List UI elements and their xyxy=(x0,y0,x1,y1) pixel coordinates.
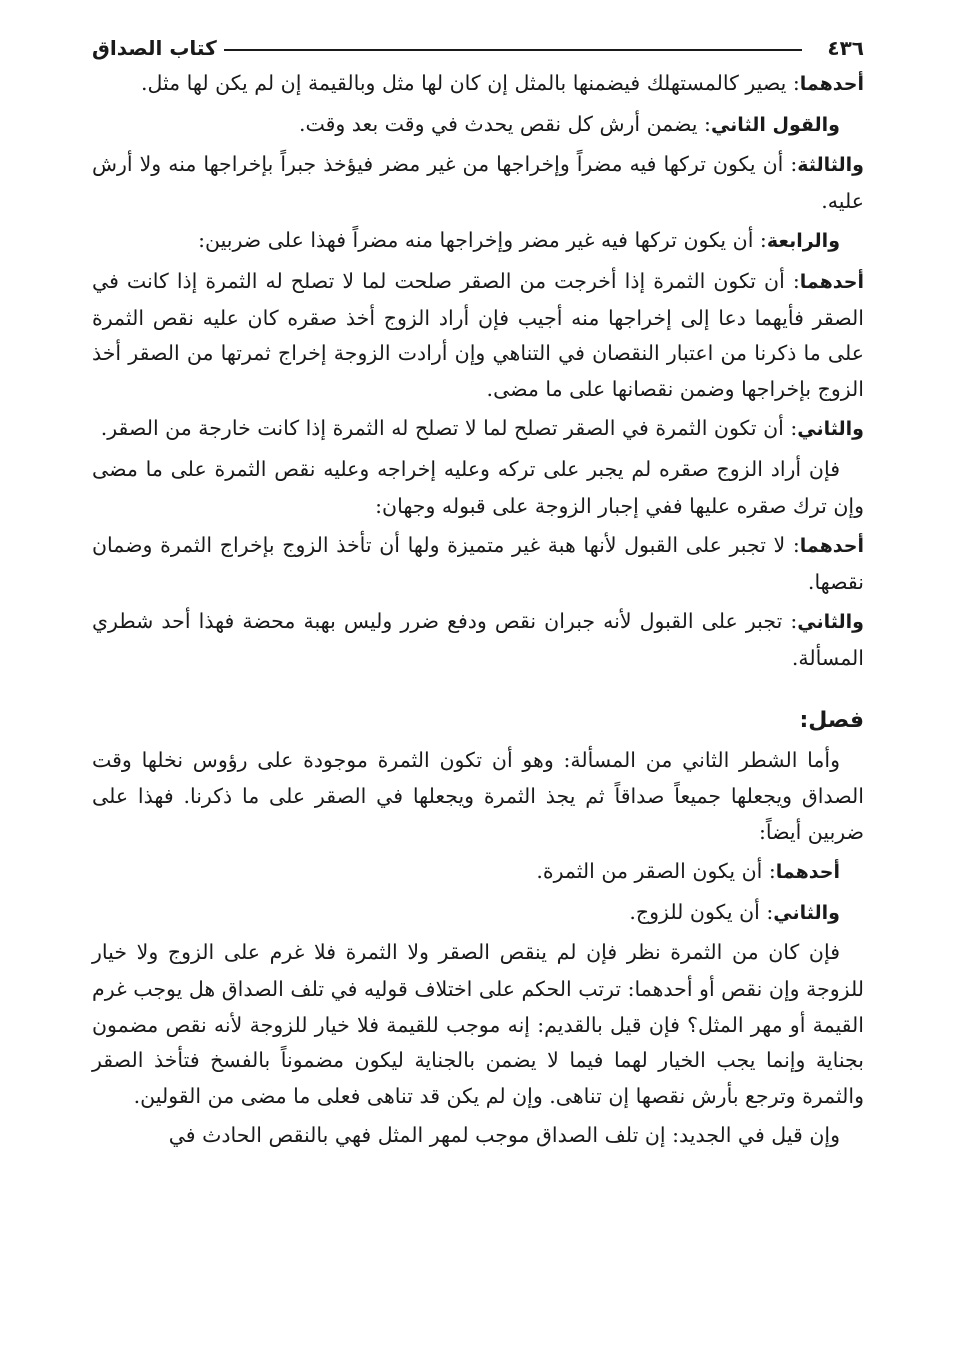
paragraph-text: : أن يكون تركها فيه غير مضر وإخراجها منه مضراً فهذا على ضربين: xyxy=(198,228,767,253)
paragraph-text: : أن تكون الثمرة إذا أخرجت من الصقر صلحت لما لا تصلح له الثمرة إذا كانت في الصقر فأيهما دعا إلى إخراجها منه أجيب فإن أراد الزوج أخذ صقره كان عليه نقص الثمرة على ما ذكرنا من اعتبار النقصان في التناهي وإن أرادت الزوجة إخراج ثمرتها من الصقر أخذ الزوج بإخراجها وضمن نقصانها على ما مضى. xyxy=(92,268,864,401)
paragraph-text: : أن تكون الثمرة في الصقر تصلح لما لا تصلح له الثمرة إذا كانت خارجة من الصقر. xyxy=(100,416,798,441)
paragraph xyxy=(92,743,864,851)
paragraph-text: : أن يكون تركها فيه مضراً وإخراجها من غير مضر فيؤخذ جبراً بإخراجها منه ولا أرش عليه. xyxy=(92,152,864,213)
paragraph-text: : أن يكون الصقر من الثمرة. xyxy=(536,859,776,884)
paragraph-term: أحدهما xyxy=(799,73,864,95)
paragraph-term: والثاني xyxy=(797,611,864,634)
paragraph xyxy=(92,528,864,600)
paragraph xyxy=(92,147,864,219)
paragraph-term: والرابعة xyxy=(766,230,840,253)
paragraph-term: والقول الثاني xyxy=(710,113,840,136)
paragraph-term: أحدهما xyxy=(799,270,864,293)
header-rule xyxy=(224,49,802,51)
paragraph xyxy=(92,107,864,144)
paragraph-text: : أن يكون للزوج. xyxy=(629,899,774,924)
paragraph xyxy=(92,264,864,407)
paragraph-text: : لا تجبر على القبول لأنها هبة غير متميزة ولها أن تأخذ الزوج بإخراج الثمرة وضمان نقصها. xyxy=(92,533,864,594)
page-number: ٤٣٦ xyxy=(827,36,864,60)
main-text xyxy=(92,66,864,1155)
paragraph xyxy=(92,895,864,932)
paragraph-text: : تجبر على القبول لأنه جبران نقص ودفع ضرر وليس بهبة محضة فهذا أحد شطري المسألة. xyxy=(92,609,864,670)
paragraph-text: فإن أراد الزوج صقره لم يجبر على تركه وعليه إخراجه وعليه نقص الثمرة على ما مضى وإن ترك صقره عليها ففي إجبار الزوجة على قبوله وجهان: xyxy=(92,456,864,518)
paragraph-term: أحدهما xyxy=(799,535,864,558)
paragraph xyxy=(92,1118,864,1155)
paragraph xyxy=(92,66,864,103)
paragraph-term: أحدهما xyxy=(775,861,840,884)
book-page xyxy=(92,34,864,1159)
paragraph xyxy=(92,411,864,448)
book-title: كتاب الصداق xyxy=(92,36,217,60)
paragraph xyxy=(92,223,864,260)
paragraph xyxy=(92,935,864,1114)
paragraph xyxy=(92,452,864,524)
paragraph xyxy=(92,604,864,676)
section-heading: فصل: xyxy=(799,707,864,733)
paragraph-text: فإن كان من الثمرة نظر فإن لم ينقص الصقر ولا الثمرة فلا غرم على الزوج ولا خيار للزوجة وإن نقص أو أحدهما: ترتب الحكم على اختلاف قوليه في تلف الصداق هل يوجب غرم القيمة أو مهر المثل؟ فإن قيل بالقديم: إنه موجب للقيمة فلا خيار للزوجة لأنه نقص مضمون بجناية وإنما يجب الخيار لهما فيما لا يضمن بالجناية ليكون مضموناً بالفسخ فتأخذ الصقر والثمرة وترجع بأرش نقصها إن تناهى. وإن لم يكن قد تناهى فعلى ما مضى من القولين. xyxy=(92,940,864,1108)
running-header xyxy=(92,34,864,66)
paragraph-text: وإن قيل في الجديد: إن تلف الصداق موجب لمهر المثل فهي بالنقص الحادث في xyxy=(168,1123,840,1148)
paragraph xyxy=(92,854,864,891)
paragraph-text: وأما الشطر الثاني من المسألة: وهو أن تكون الثمرة موجودة على رؤوس نخلها وقت الصداق ويجعلها جميعاً صداقاً ثم يجذ الثمرة ويجعلها في الصقر على ما ذكرنا. فهذا على ضربين أيضاً: xyxy=(92,747,864,844)
paragraph-term: والثاني xyxy=(773,901,840,924)
paragraph-term: والثاني xyxy=(797,418,864,441)
paragraph-text: : يضمن أرش كل نقص يحدث في وقت بعد وقت. xyxy=(298,111,711,136)
paragraph-term: والثالثة xyxy=(797,154,864,177)
paragraph-text: : يصير كالمستهلك فيضمنها بالمثل إن كان لها مثل وبالقيمة إن لم يكن لها مثل. xyxy=(140,71,800,95)
